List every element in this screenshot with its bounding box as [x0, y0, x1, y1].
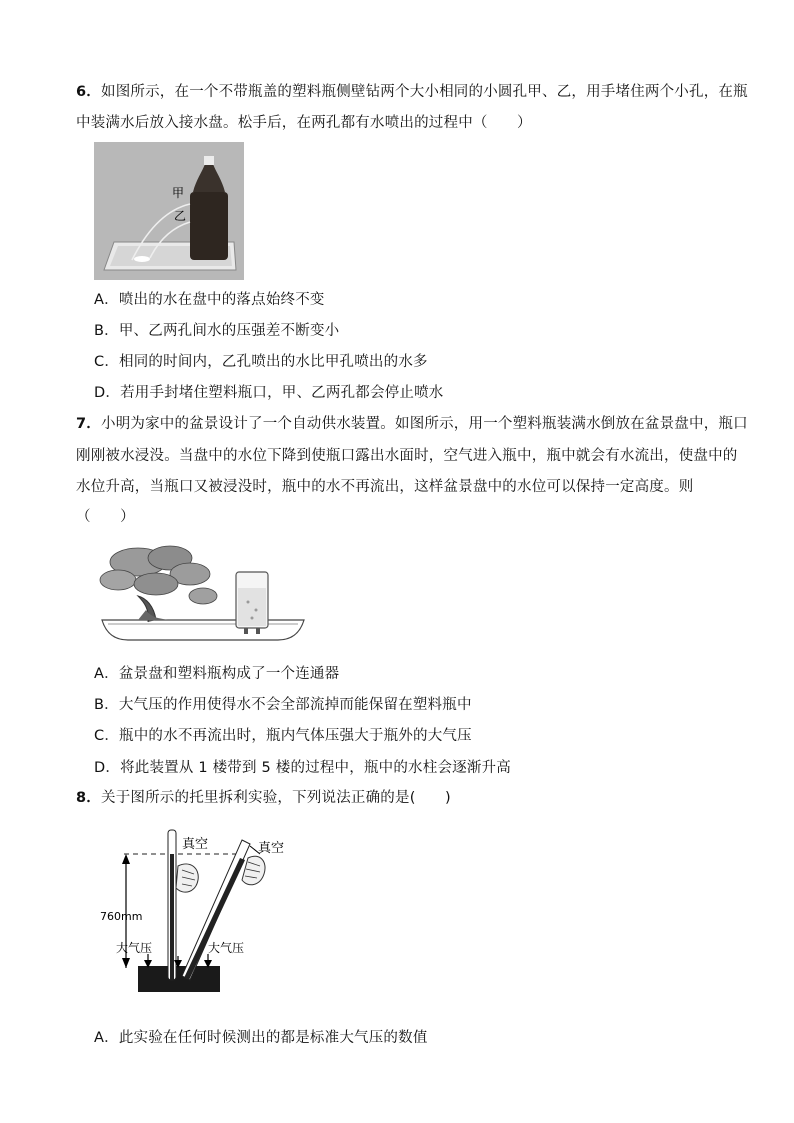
q8-option-a: A．此实验在任何时候测出的都是标准大气压的数值: [94, 1030, 428, 1046]
q8-label-atm-left: 大气压: [116, 941, 153, 955]
q6-option-a: A．喷出的水在盘中的落点始终不变: [94, 292, 325, 308]
q6-splash: [134, 256, 150, 262]
q6-bottle-neck: [204, 156, 214, 165]
q8-label-atm-right: 大气压: [208, 941, 245, 955]
q7-stem-line1: [76, 414, 748, 434]
q6-stem-line2: 中装满水后放入接水盘。松手后，在两孔都有水喷出的过程中（ ）: [76, 115, 532, 131]
q7-stem-text1: 小明为家中的盆景设计了一个自动供水装置。如图所示，用一个塑料瓶装满水倒放在盆景盘中，瓶口: [101, 416, 748, 432]
q6-option-c: C．相同的时间内，乙孔喷出的水比甲孔喷出的水多: [94, 354, 428, 370]
q8-mercury-dish: [138, 966, 220, 992]
q6-stem-text1: 如图所示，在一个不带瓶盖的塑料瓶侧壁钻两个大小相同的小圆孔甲、乙，用手堵住两个小孔，在瓶: [101, 84, 748, 100]
q8-number: 8．: [76, 790, 101, 806]
q6-option-b: B．甲、乙两孔间水的压强差不断变小: [94, 323, 340, 339]
q7-option-a: A．盆景盘和塑料瓶构成了一个连通器: [94, 666, 340, 682]
q7-stem-line2: 刚刚被水浸没。当盘中的水位下降到使瓶口露出水面时，空气进入瓶中，瓶中就会有水流出，使盘中的: [76, 448, 738, 464]
q6-stem-line1: [76, 82, 748, 102]
q8-label-vacuum-right: 真空: [258, 841, 285, 856]
q7-bonsai-figure: [98, 540, 308, 646]
q6-option-d: D．若用手封堵住塑料瓶口，甲、乙两孔都会停止喷水: [94, 385, 444, 401]
q7-option-b: B．大气压的作用使得水不会全部流掉而能保留在塑料瓶中: [94, 697, 472, 713]
q7-bottle-mouth-left: [244, 628, 248, 634]
q7-option-d: D．将此装置从 1 楼带到 5 楼的过程中，瓶中的水柱会逐渐升高: [94, 760, 511, 776]
q6-bottle-body: [190, 192, 228, 260]
q7-bottle-water: [238, 588, 266, 626]
q8-label-760mm: 760mm: [100, 910, 143, 923]
q7-bottle-mouth-right: [256, 628, 260, 634]
q6-number: 6．: [76, 84, 101, 100]
q8-torricelli-figure: [100, 822, 300, 998]
q6-label-jia: 甲: [172, 186, 185, 200]
q7-option-c: C．瓶中的水不再流出时，瓶内气体压强大于瓶外的大气压: [94, 728, 472, 744]
q8-vertical-mercury: [170, 854, 174, 980]
q7-bonsai-tray: [102, 620, 304, 640]
q8-height-arrow-up: [122, 854, 130, 864]
q8-stem-text1: 关于图所示的托里拆利实验，下列说法正确的是( ): [101, 790, 451, 806]
q6-label-yi: 乙: [174, 209, 187, 223]
q8-stem-line1: [76, 788, 451, 808]
q8-label-vacuum-left: 真空: [182, 837, 209, 852]
q6-bottle-figure: [94, 142, 244, 280]
q7-tree-foliage: [100, 546, 217, 604]
q7-stem-line4: （ ）: [76, 509, 135, 525]
q8-height-arrow-down: [122, 958, 130, 968]
q7-number: 7．: [76, 416, 101, 432]
q7-stem-line3: 水位升高，当瓶口又被浸没时，瓶中的水不再流出，这样盆景盘中的水位可以保持一定高度。则: [76, 479, 694, 495]
